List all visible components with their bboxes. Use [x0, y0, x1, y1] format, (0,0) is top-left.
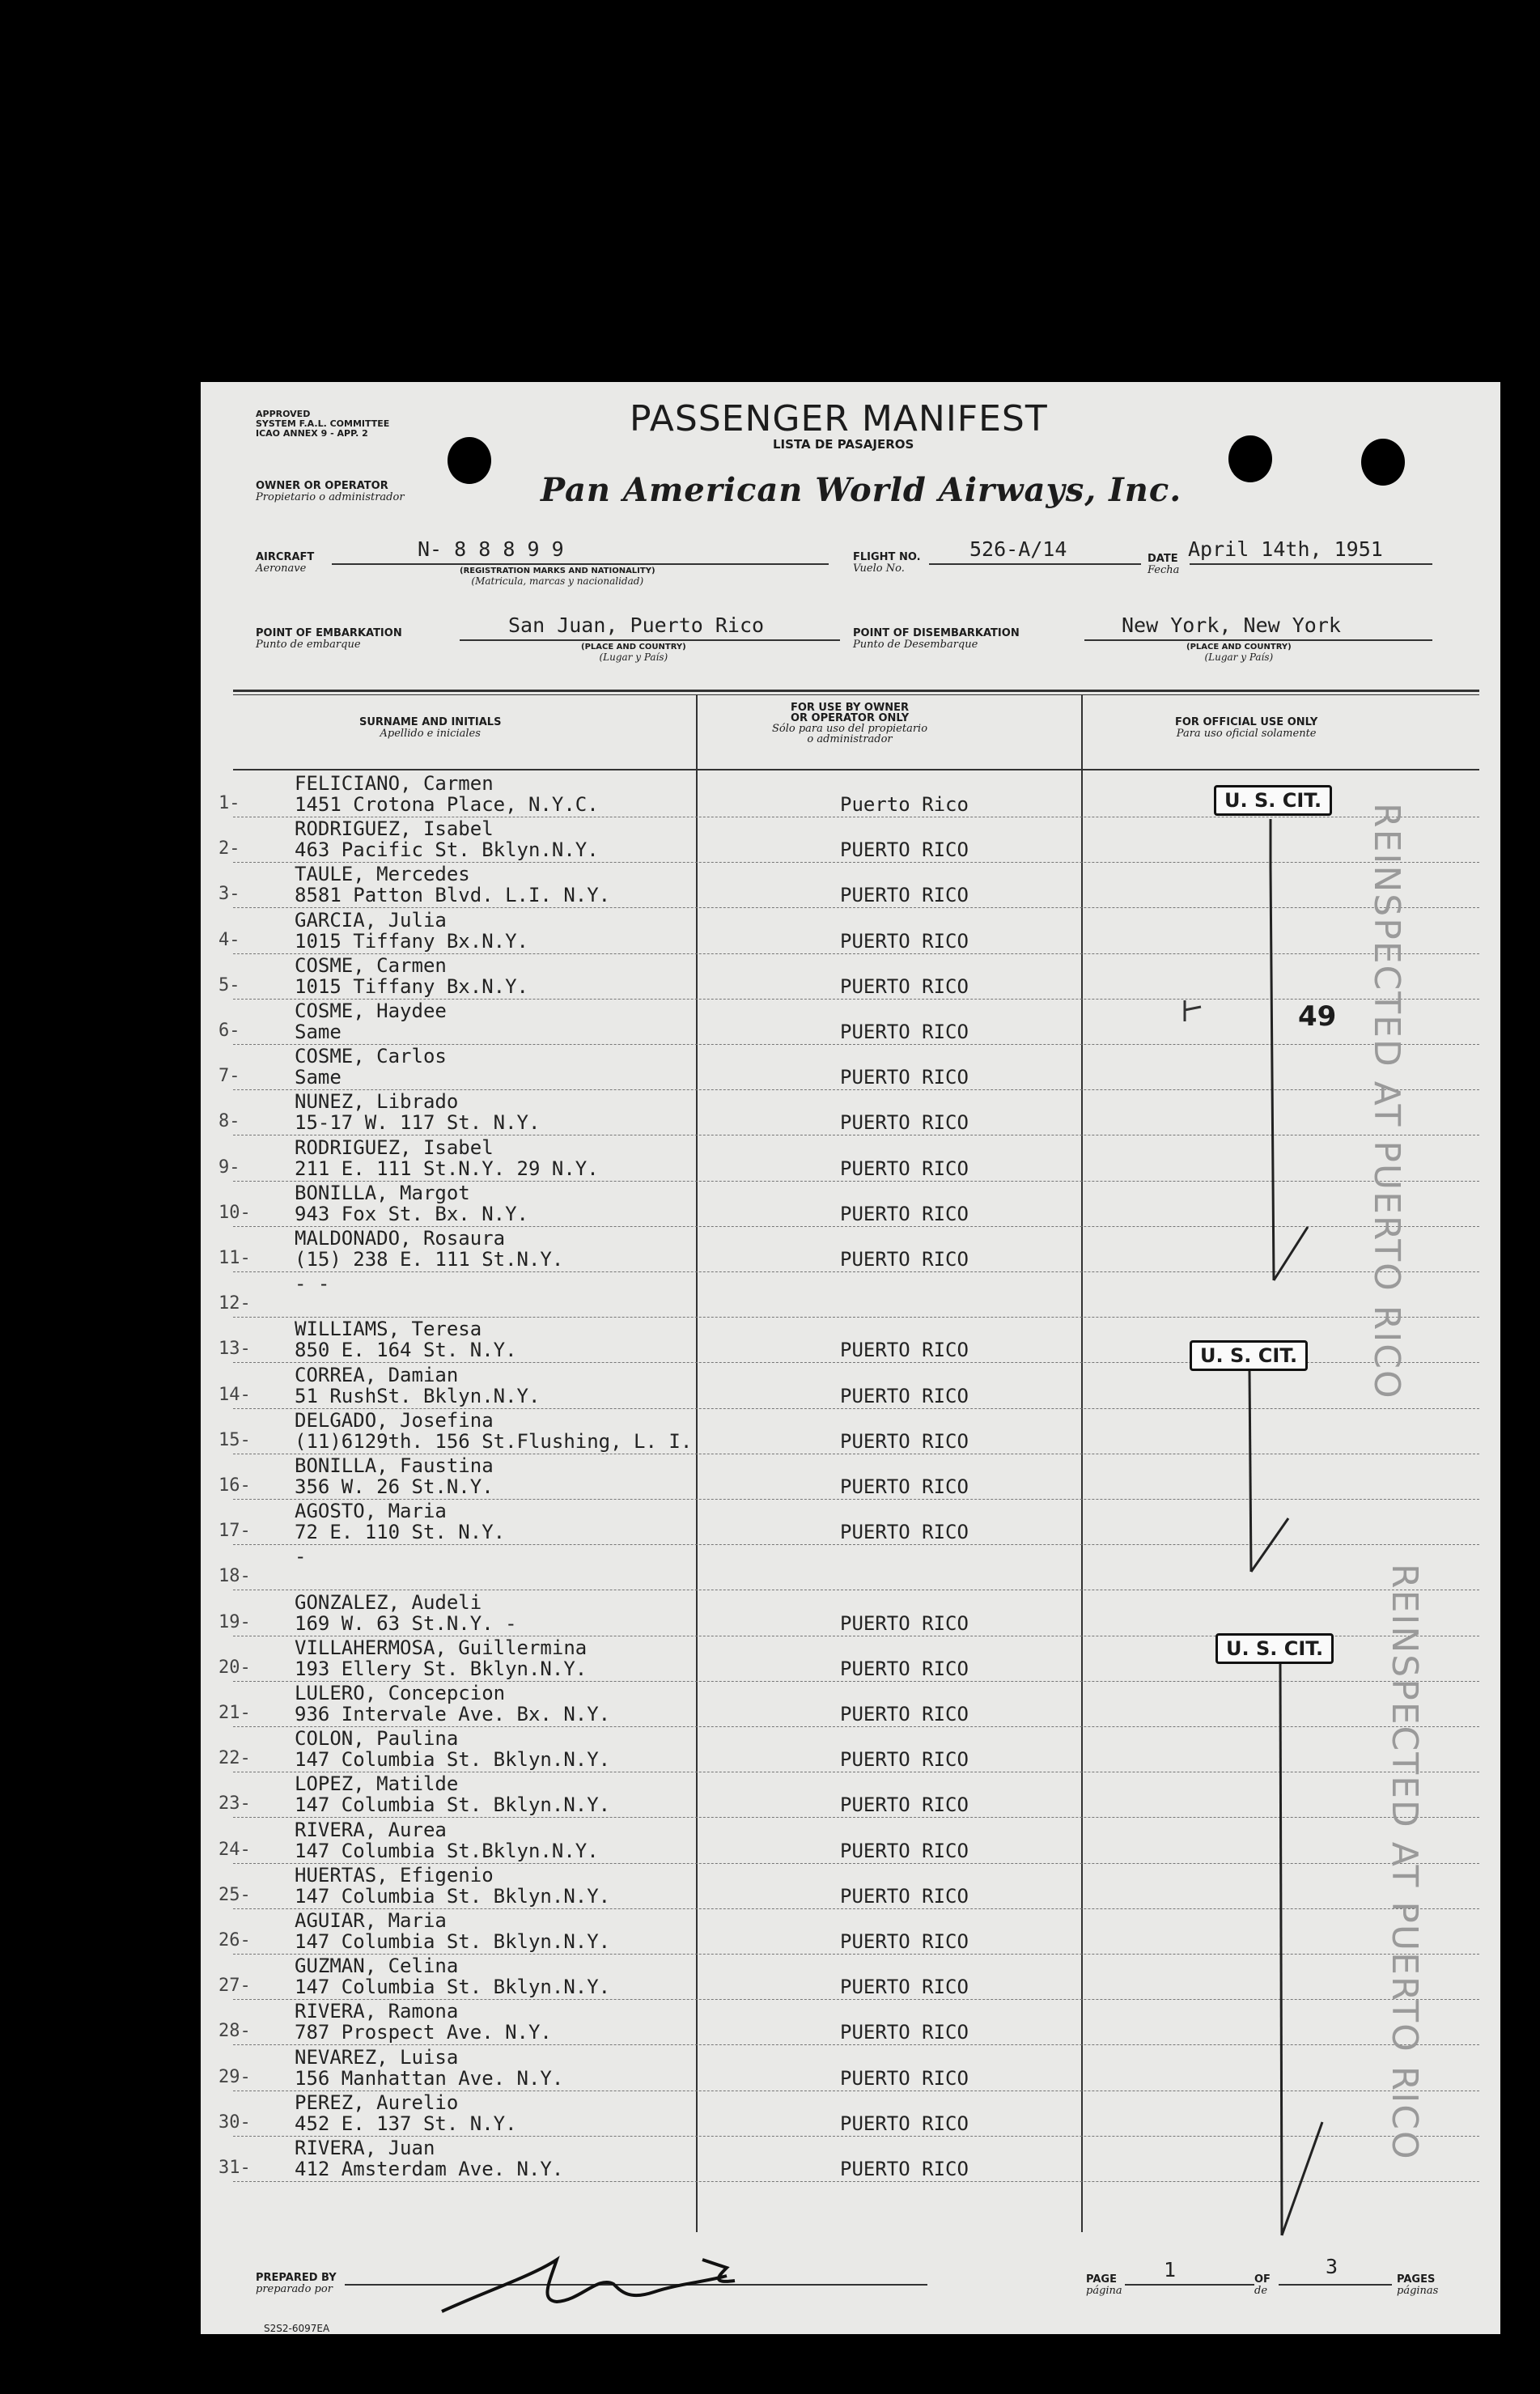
passenger-address: 147 Columbia St. Bklyn.N.Y. — [295, 1885, 611, 1908]
passenger-name: LULERO, Concepcion — [295, 1682, 506, 1704]
passenger-address: 147 Columbia St. Bklyn.N.Y. — [295, 1930, 611, 1953]
passenger-address: 193 Ellery St. Bklyn.N.Y. — [295, 1658, 588, 1680]
row-rule — [233, 1817, 1479, 1818]
table-row — [201, 1683, 1500, 1729]
flight-label-es: Vuelo No. — [853, 562, 905, 575]
passenger-address: 51 RushSt. Bklyn.N.Y. — [295, 1385, 541, 1407]
row-number: 28- — [218, 2021, 251, 2041]
row-number: 11- — [218, 1248, 251, 1268]
row-number: 25- — [218, 1885, 251, 1905]
row-number: 31- — [218, 2158, 251, 2178]
of-label-es: de — [1254, 2285, 1268, 2297]
disembark-value: New York, New York — [1122, 613, 1341, 637]
row-number: 22- — [218, 1748, 251, 1768]
passenger-name: TAULE, Mercedes — [295, 863, 470, 885]
table-row — [201, 910, 1500, 956]
citizenship: PUERTO RICO — [840, 1385, 969, 1407]
date-value: April 14th, 1951 — [1188, 537, 1383, 561]
row-number: 20- — [218, 1658, 251, 1678]
passenger-name: GONZALEZ, Audeli — [295, 1591, 482, 1614]
date-underline — [1190, 563, 1432, 565]
table-row — [201, 1365, 1500, 1411]
row-number: 26- — [218, 1930, 251, 1950]
col-header-official — [1175, 717, 1317, 740]
table-row — [201, 1411, 1500, 1456]
page-label — [1086, 2274, 1122, 2297]
owner-label-es: Propietario o administrador — [256, 491, 405, 503]
citizenship: PUERTO RICO — [840, 1430, 969, 1453]
embark-label — [256, 628, 402, 651]
pages-label — [1397, 2274, 1438, 2297]
citizenship: PUERTO RICO — [840, 1793, 969, 1816]
row-number: 1- — [218, 793, 240, 813]
row-number: 19- — [218, 1612, 251, 1632]
punch-hole-right-2 — [1361, 439, 1405, 486]
row-number: 17- — [218, 1521, 251, 1541]
col-header-owner-es: Sólo para uso del propietario — [772, 723, 928, 735]
row-number: 6- — [218, 1021, 240, 1041]
passenger-name: LOPEZ, Matilde — [295, 1772, 459, 1795]
table-row — [201, 1820, 1500, 1866]
table-row — [201, 2048, 1500, 2093]
form-number: S2S2-6097EA — [264, 2323, 330, 2334]
passenger-address: 147 Columbia St. Bklyn.N.Y. — [295, 1748, 611, 1771]
flight-value: 526-A/14 — [969, 537, 1067, 561]
citizenship: PUERTO RICO — [840, 1930, 969, 1953]
row-number: 7- — [218, 1066, 240, 1086]
table-row — [201, 1729, 1500, 1774]
citizenship: PUERTO RICO — [840, 2158, 969, 2180]
airline-name: Pan American World Airways, Inc. — [541, 471, 1182, 509]
row-number: 24- — [218, 1840, 251, 1860]
approval-line: ICAO ANNEX 9 - APP. 2 — [256, 428, 368, 439]
approval-line: APPROVED — [256, 409, 311, 419]
table-row — [201, 1092, 1500, 1137]
row-number: 12- — [218, 1293, 251, 1314]
col-header-owner-line: OR OPERATOR ONLY — [790, 712, 910, 724]
table-row — [201, 1046, 1500, 1092]
of-label — [1254, 2274, 1271, 2297]
us-cit-stamp-1: U. S. CIT. — [1214, 785, 1332, 816]
table-top-rule — [233, 690, 1479, 692]
citizenship: Puerto Rico — [840, 793, 969, 816]
row-number: 29- — [218, 2067, 251, 2087]
passenger-address: 147 Columbia St. Bklyn.N.Y. — [295, 1976, 611, 1998]
passenger-address: 8581 Patton Blvd. L.I. N.Y. — [295, 884, 611, 906]
passenger-address: 356 W. 26 St.N.Y. — [295, 1475, 494, 1498]
row-number: 13- — [218, 1339, 251, 1359]
table-top-rule-2 — [233, 694, 1479, 695]
disembark-place-caption — [1186, 643, 1292, 662]
aircraft-underline — [332, 563, 829, 565]
passenger-address: 787 Prospect Ave. N.Y. — [295, 2021, 552, 2044]
row-rule — [233, 1271, 1479, 1272]
flight-label-en: FLIGHT NO. — [853, 551, 921, 563]
pages-label-es: páginas — [1397, 2285, 1439, 2297]
passenger-name: AGUIAR, Maria — [295, 1909, 447, 1932]
reinspected-stamp-2: REINSPECTED AT PUERTO RICO — [1384, 1564, 1425, 2161]
citizenship: PUERTO RICO — [840, 1475, 969, 1498]
registration-caption-es: (Matricula, marcas y nacionalidad) — [471, 575, 644, 587]
page-underline — [1125, 2284, 1254, 2286]
passenger-address: 147 Columbia St.Bklyn.N.Y. — [295, 1840, 599, 1862]
citizenship: PUERTO RICO — [840, 1703, 969, 1725]
table-row — [201, 1866, 1500, 1911]
passenger-name: RIVERA, Ramona — [295, 2000, 459, 2023]
aircraft-label-es: Aeronave — [256, 562, 307, 575]
row-number: 5- — [218, 975, 240, 995]
passenger-name: COLON, Paulina — [295, 1727, 459, 1750]
row-number: 9- — [218, 1157, 240, 1178]
table-row — [201, 1547, 1500, 1592]
citizenship: PUERTO RICO — [840, 1066, 969, 1089]
row-number: 15- — [218, 1430, 251, 1450]
passenger-name: WILLIAMS, Teresa — [295, 1318, 482, 1340]
row-number: 3- — [218, 884, 240, 904]
page-label-en: PAGE — [1086, 2273, 1117, 2286]
col-header-owner-line: FOR USE BY OWNER — [790, 702, 910, 714]
citizenship: PUERTO RICO — [840, 930, 969, 953]
place-caption-en: (PLACE AND COUNTRY) — [1186, 643, 1292, 652]
embark-label-en: POINT OF EMBARKATION — [256, 627, 402, 639]
disembark-label-en: POINT OF DISEMBARKATION — [853, 627, 1020, 639]
page-label-es: página — [1086, 2285, 1122, 2297]
embark-label-es: Punto de embarque — [256, 639, 361, 651]
place-caption-es: (Lugar y País) — [599, 652, 668, 663]
table-row — [201, 1774, 1500, 1819]
date-label — [1148, 554, 1179, 576]
date-label-es: Fecha — [1148, 564, 1180, 576]
table-row — [201, 1501, 1500, 1547]
table-row — [201, 1138, 1500, 1183]
table-row — [201, 1956, 1500, 2001]
col-header-surname-en: SURNAME AND INITIALS — [359, 716, 502, 728]
passenger-name: - - — [295, 1272, 330, 1295]
citizenship: PUERTO RICO — [840, 1885, 969, 1908]
flight-underline — [929, 563, 1141, 565]
passenger-name: - — [295, 1545, 307, 1568]
passenger-address: Same — [295, 1021, 342, 1043]
us-cit-stamp-3: U. S. CIT. — [1215, 1633, 1334, 1664]
row-rule — [233, 907, 1479, 908]
table-row — [201, 2093, 1500, 2138]
page-value: 1 — [1164, 2258, 1177, 2282]
place-caption-en: (PLACE AND COUNTRY) — [581, 643, 686, 652]
disembark-underline — [1084, 639, 1432, 641]
disembark-label-es: Punto de Desembarque — [853, 639, 978, 651]
passenger-name: DELGADO, Josefina — [295, 1409, 494, 1432]
row-number: 2- — [218, 838, 240, 859]
approval-block — [256, 410, 389, 439]
passenger-name: COSME, Carlos — [295, 1045, 447, 1068]
embark-value: San Juan, Puerto Rico — [508, 613, 765, 637]
date-label-en: DATE — [1148, 553, 1178, 565]
signature — [435, 2243, 791, 2324]
disembark-label — [853, 628, 1020, 651]
passenger-name: PEREZ, Aurelio — [295, 2091, 459, 2114]
citizenship: PUERTO RICO — [840, 1658, 969, 1680]
pages-label-en: PAGES — [1397, 2273, 1436, 2286]
owner-label-en: OWNER OR OPERATOR — [256, 480, 388, 492]
passenger-address: 156 Manhattan Ave. N.Y. — [295, 2067, 564, 2090]
citizenship: PUERTO RICO — [840, 975, 969, 998]
us-cit-stamp-2: U. S. CIT. — [1190, 1340, 1308, 1371]
passenger-address: 463 Pacific St. Bklyn.N.Y. — [295, 838, 599, 861]
passenger-name: FELICIANO, Carmen — [295, 772, 494, 795]
table-row — [201, 1274, 1500, 1319]
approval-line: SYSTEM F.A.L. COMMITTEE — [256, 418, 390, 429]
passenger-name: COSME, Carmen — [295, 954, 447, 977]
manifest-page — [201, 382, 1500, 2334]
table-row — [201, 819, 1500, 864]
passenger-address: 1015 Tiffany Bx.N.Y. — [295, 930, 528, 953]
citizenship: PUERTO RICO — [840, 2112, 969, 2135]
col-header-owner — [772, 702, 927, 745]
row-rule — [233, 2181, 1479, 2182]
citizenship: PUERTO RICO — [840, 1157, 969, 1180]
flight-label — [853, 552, 921, 575]
passenger-name: AGOSTO, Maria — [295, 1500, 447, 1522]
col-header-surname-es: Apellido e iniciales — [380, 728, 481, 740]
passenger-address: (15) 238 E. 111 St.N.Y. — [295, 1248, 564, 1271]
citizenship: PUERTO RICO — [840, 884, 969, 906]
citizenship: PUERTO RICO — [840, 2067, 969, 2090]
passenger-name: COSME, Haydee — [295, 1000, 447, 1022]
passenger-name: RODRIGUEZ, Isabel — [295, 1136, 494, 1159]
aircraft-value: N- 8 8 8 9 9 — [418, 537, 564, 561]
citizenship: PUERTO RICO — [840, 1976, 969, 1998]
passenger-address: 72 E. 110 St. N.Y. — [295, 1521, 506, 1543]
passenger-name: RIVERA, Juan — [295, 2137, 435, 2159]
punch-hole-left — [448, 437, 491, 484]
citizenship: PUERTO RICO — [840, 1203, 969, 1225]
row-number: 8- — [218, 1111, 240, 1131]
citizenship: PUERTO RICO — [840, 1111, 969, 1134]
page-title: PASSENGER MANIFEST — [630, 398, 1048, 439]
passenger-name: MALDONADO, Rosaura — [295, 1227, 506, 1250]
aircraft-label-en: AIRCRAFT — [256, 551, 315, 563]
official-note-number: 49 — [1298, 1000, 1337, 1033]
row-number: 16- — [218, 1475, 251, 1496]
passenger-address: 1015 Tiffany Bx.N.Y. — [295, 975, 528, 998]
passenger-name: RIVERA, Aurea — [295, 1819, 447, 1841]
passenger-address: 15-17 W. 117 St. N.Y. — [295, 1111, 541, 1134]
passenger-name: BONILLA, Faustina — [295, 1454, 494, 1477]
passenger-address: 943 Fox St. Bx. N.Y. — [295, 1203, 528, 1225]
of-underline — [1279, 2284, 1392, 2286]
passenger-address: 412 Amsterdam Ave. N.Y. — [295, 2158, 564, 2180]
passenger-name: RODRIGUEZ, Isabel — [295, 817, 494, 840]
col-header-official-es: Para uso oficial solamente — [1176, 728, 1317, 740]
col-header-official-en: FOR OFFICIAL USE ONLY — [1175, 716, 1318, 728]
row-number: 23- — [218, 1793, 251, 1814]
header-bottom-rule — [233, 769, 1479, 770]
registration-caption — [460, 567, 655, 586]
passenger-name: GUZMAN, Celina — [295, 1955, 459, 1977]
passenger-name: NEVAREZ, Luisa — [295, 2046, 459, 2069]
citizenship: PUERTO RICO — [840, 838, 969, 861]
table-row — [201, 1911, 1500, 1956]
row-rule — [233, 2044, 1479, 2045]
citizenship: PUERTO RICO — [840, 1021, 969, 1043]
embark-underline — [460, 639, 840, 641]
passenger-name: NUNEZ, Librado — [295, 1090, 459, 1113]
passenger-name: CORREA, Damian — [295, 1364, 459, 1386]
passenger-address: 211 E. 111 St.N.Y. 29 N.Y. — [295, 1157, 599, 1180]
col-header-owner-es: o administrador — [807, 733, 893, 745]
of-value: 3 — [1326, 2255, 1338, 2278]
punch-hole-right-1 — [1228, 435, 1272, 482]
table-row — [201, 1456, 1500, 1501]
citizenship: PUERTO RICO — [840, 1748, 969, 1771]
passenger-address: 147 Columbia St. Bklyn.N.Y. — [295, 1793, 611, 1816]
passenger-address: 169 W. 63 St.N.Y. - — [295, 1612, 517, 1635]
passenger-name: BONILLA, Margot — [295, 1182, 470, 1204]
row-number: 21- — [218, 1703, 251, 1723]
passenger-name: VILLAHERMOSA, Guillermina — [295, 1636, 588, 1659]
table-row — [201, 956, 1500, 1001]
table-row — [201, 2001, 1500, 2047]
of-label-en: OF — [1254, 2273, 1271, 2286]
prepared-by-en: PREPARED BY — [256, 2272, 337, 2284]
table-row — [201, 1593, 1500, 1638]
citizenship: PUERTO RICO — [840, 1248, 969, 1271]
passenger-name: HUERTAS, Efigenio — [295, 1864, 494, 1887]
table-row — [201, 1229, 1500, 1274]
passenger-address: Same — [295, 1066, 342, 1089]
passenger-address: 936 Intervale Ave. Bx. N.Y. — [295, 1703, 611, 1725]
col-header-surname — [359, 717, 501, 740]
passenger-name: GARCIA, Julia — [295, 909, 447, 932]
prepared-by-label — [256, 2273, 337, 2295]
citizenship: PUERTO RICO — [840, 1612, 969, 1635]
page-subtitle: LISTA DE PASAJEROS — [773, 437, 914, 452]
citizenship: PUERTO RICO — [840, 1339, 969, 1361]
row-number: 27- — [218, 1976, 251, 1996]
table-row — [201, 864, 1500, 910]
citizenship: PUERTO RICO — [840, 1840, 969, 1862]
table-row — [201, 1183, 1500, 1229]
table-row — [201, 2138, 1500, 2184]
row-number: 18- — [218, 1566, 251, 1586]
reinspected-stamp-1: REINSPECTED AT PUERTO RICO — [1366, 803, 1407, 1400]
passenger-address: 850 E. 164 St. N.Y. — [295, 1339, 517, 1361]
passenger-address: 452 E. 137 St. N.Y. — [295, 2112, 517, 2135]
registration-caption-en: (REGISTRATION MARKS AND NATIONALITY) — [460, 567, 655, 575]
aircraft-label — [256, 552, 314, 575]
row-number: 30- — [218, 2112, 251, 2133]
citizenship: PUERTO RICO — [840, 2021, 969, 2044]
owner-label — [256, 481, 405, 503]
citizenship: PUERTO RICO — [840, 1521, 969, 1543]
embark-place-caption — [581, 643, 686, 662]
row-number: 4- — [218, 930, 240, 950]
prepared-by-es: preparado por — [256, 2283, 333, 2295]
passenger-address: 1451 Crotona Place, N.Y.C. — [295, 793, 599, 816]
passenger-address: (11)6129th. 156 St.Flushing, L. I. — [295, 1430, 693, 1453]
row-rule — [233, 1544, 1479, 1545]
place-caption-es: (Lugar y País) — [1204, 652, 1274, 663]
row-number: 14- — [218, 1385, 251, 1405]
row-number: 10- — [218, 1203, 251, 1223]
